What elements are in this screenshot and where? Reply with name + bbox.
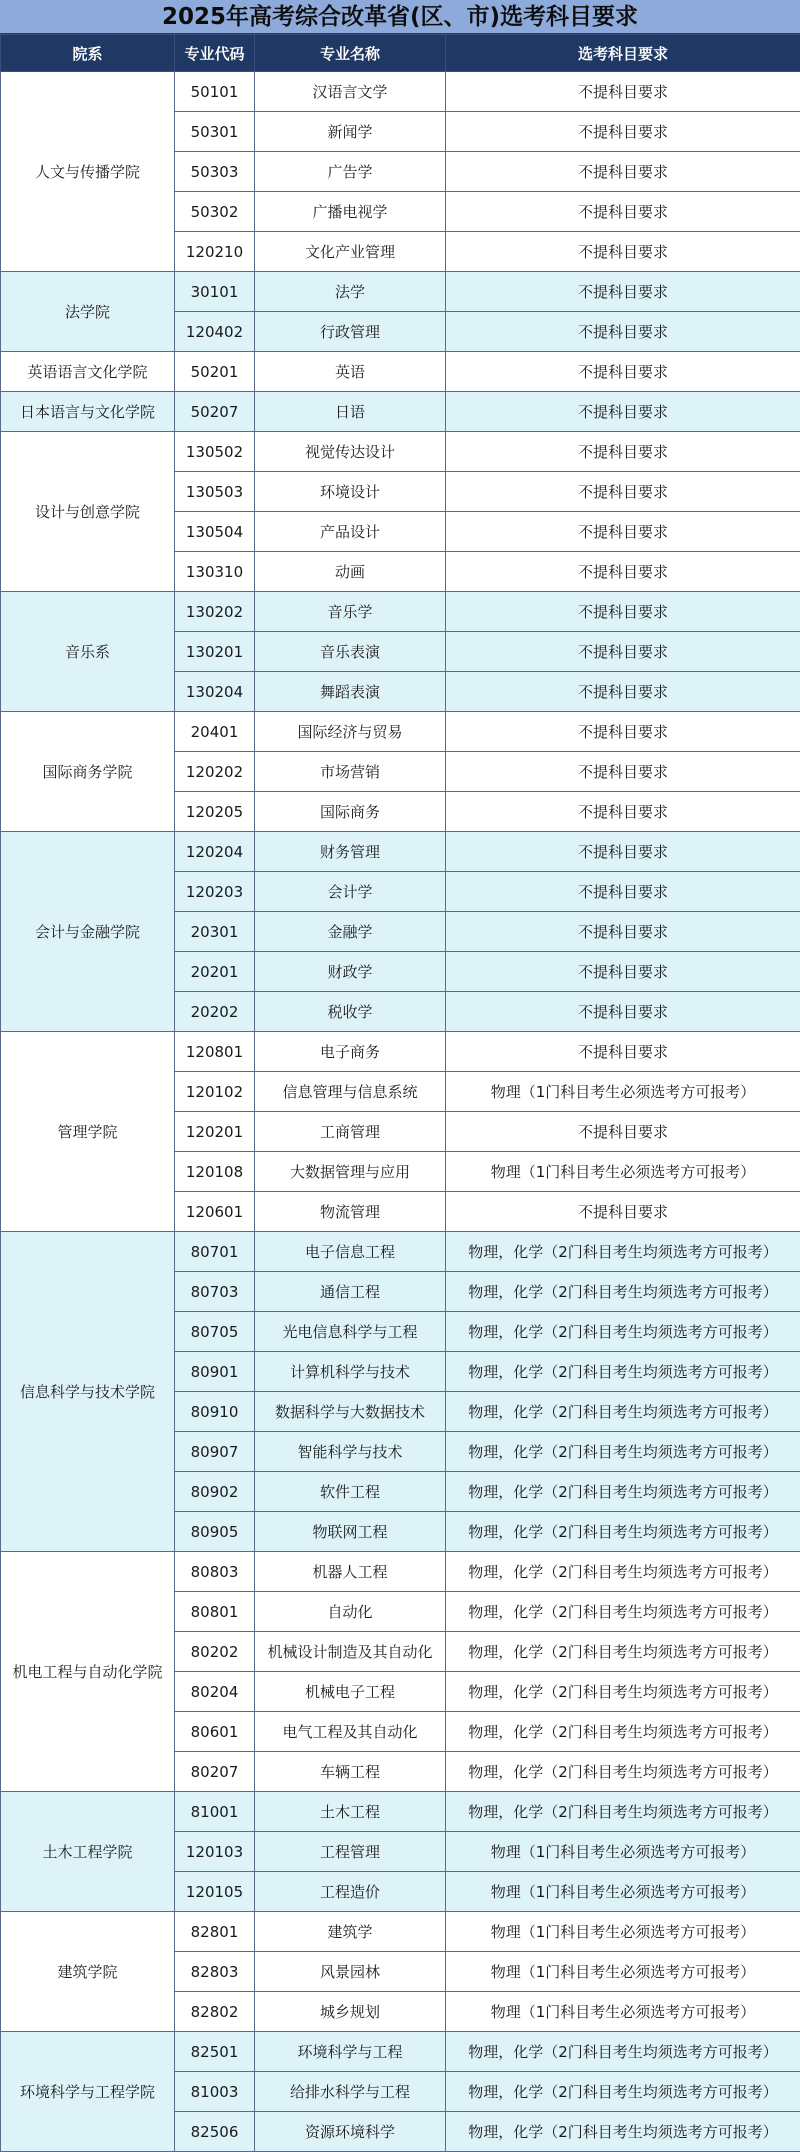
code-cell: 120801 [175, 1032, 255, 1072]
dept-cell: 设计与创意学院 [1, 432, 175, 592]
dept-cell: 信息科学与技术学院 [1, 1232, 175, 1552]
table-row [1, 272, 800, 312]
requirement-cell: 不提科目要求 [446, 752, 800, 792]
code-cell: 130202 [175, 592, 255, 632]
requirement-cell: 物理（1门科目考生必须选考方可报考） [446, 1152, 800, 1192]
requirement-cell: 不提科目要求 [446, 592, 800, 632]
header-requirement: 选考科目要求 [446, 35, 800, 72]
major-cell: 机器人工程 [255, 1552, 446, 1592]
dept-cell: 土木工程学院 [1, 1792, 175, 1912]
table-title: 2025年高考综合改革省(区、市)选考科目要求 [0, 0, 800, 34]
major-cell: 给排水科学与工程 [255, 2072, 446, 2112]
table-row [1, 352, 800, 392]
requirement-cell: 不提科目要求 [446, 1192, 800, 1232]
code-cell: 80701 [175, 1232, 255, 1272]
dept-cell: 建筑学院 [1, 1912, 175, 2032]
table-row [1, 432, 800, 472]
dept-cell: 机电工程与自动化学院 [1, 1552, 175, 1792]
requirement-cell: 不提科目要求 [446, 872, 800, 912]
code-cell: 80703 [175, 1272, 255, 1312]
header-row [1, 35, 800, 72]
code-cell: 80207 [175, 1752, 255, 1792]
requirement-cell: 物理，化学（2门科目考生均须选考方可报考） [446, 1312, 800, 1352]
requirement-cell: 不提科目要求 [446, 392, 800, 432]
major-cell: 国际商务 [255, 792, 446, 832]
major-cell: 机械电子工程 [255, 1672, 446, 1712]
table-row [1, 1792, 800, 1832]
code-cell: 82801 [175, 1912, 255, 1952]
code-cell: 81001 [175, 1792, 255, 1832]
requirement-cell: 不提科目要求 [446, 512, 800, 552]
requirement-cell: 物理（1门科目考生必须选考方可报考） [446, 1872, 800, 1912]
table-row [1, 1552, 800, 1592]
requirement-cell: 不提科目要求 [446, 232, 800, 272]
major-cell: 物流管理 [255, 1192, 446, 1232]
major-cell: 音乐表演 [255, 632, 446, 672]
requirement-cell: 物理，化学（2门科目考生均须选考方可报考） [446, 1712, 800, 1752]
requirement-cell: 物理（1门科目考生必须选考方可报考） [446, 1832, 800, 1872]
dept-cell: 法学院 [1, 272, 175, 352]
code-cell: 50201 [175, 352, 255, 392]
code-cell: 120402 [175, 312, 255, 352]
major-cell: 工商管理 [255, 1112, 446, 1152]
major-cell: 智能科学与技术 [255, 1432, 446, 1472]
major-cell: 金融学 [255, 912, 446, 952]
requirement-cell: 物理，化学（2门科目考生均须选考方可报考） [446, 1352, 800, 1392]
major-cell: 风景园林 [255, 1952, 446, 1992]
requirement-cell: 物理（1门科目考生必须选考方可报考） [446, 1952, 800, 1992]
dept-cell: 国际商务学院 [1, 712, 175, 832]
code-cell: 80801 [175, 1592, 255, 1632]
header-major: 专业名称 [255, 35, 446, 72]
requirement-cell: 物理，化学（2门科目考生均须选考方可报考） [446, 1392, 800, 1432]
major-cell: 文化产业管理 [255, 232, 446, 272]
code-cell: 120105 [175, 1872, 255, 1912]
code-cell: 50303 [175, 152, 255, 192]
table-row [1, 832, 800, 872]
table-body [1, 72, 800, 2152]
code-cell: 80705 [175, 1312, 255, 1352]
major-cell: 机械设计制造及其自动化 [255, 1632, 446, 1672]
requirement-cell: 物理（1门科目考生必须选考方可报考） [446, 1992, 800, 2032]
requirement-cell: 物理，化学（2门科目考生均须选考方可报考） [446, 1592, 800, 1632]
code-cell: 81003 [175, 2072, 255, 2112]
dept-cell: 日本语言与文化学院 [1, 392, 175, 432]
table-row [1, 1232, 800, 1272]
requirement-cell: 不提科目要求 [446, 312, 800, 352]
code-cell: 82802 [175, 1992, 255, 2032]
table-row [1, 392, 800, 432]
requirement-cell: 不提科目要求 [446, 672, 800, 712]
requirement-cell: 不提科目要求 [446, 552, 800, 592]
major-cell: 视觉传达设计 [255, 432, 446, 472]
major-cell: 环境设计 [255, 472, 446, 512]
major-cell: 数据科学与大数据技术 [255, 1392, 446, 1432]
requirement-cell: 物理，化学（2门科目考生均须选考方可报考） [446, 1272, 800, 1312]
major-cell: 新闻学 [255, 112, 446, 152]
major-cell: 电气工程及其自动化 [255, 1712, 446, 1752]
code-cell: 130502 [175, 432, 255, 472]
major-cell: 建筑学 [255, 1912, 446, 1952]
code-cell: 80803 [175, 1552, 255, 1592]
major-cell: 日语 [255, 392, 446, 432]
requirement-cell: 不提科目要求 [446, 632, 800, 672]
major-cell: 财政学 [255, 952, 446, 992]
code-cell: 80202 [175, 1632, 255, 1672]
table-row [1, 72, 800, 112]
major-cell: 城乡规划 [255, 1992, 446, 2032]
requirement-cell: 物理，化学（2门科目考生均须选考方可报考） [446, 1672, 800, 1712]
table-row [1, 1912, 800, 1952]
requirement-cell: 物理，化学（2门科目考生均须选考方可报考） [446, 1232, 800, 1272]
code-cell: 50207 [175, 392, 255, 432]
code-cell: 130201 [175, 632, 255, 672]
requirement-cell: 物理，化学（2门科目考生均须选考方可报考） [446, 2032, 800, 2072]
major-cell: 财务管理 [255, 832, 446, 872]
major-cell: 计算机科学与技术 [255, 1352, 446, 1392]
requirement-cell: 物理，化学（2门科目考生均须选考方可报考） [446, 1792, 800, 1832]
code-cell: 80204 [175, 1672, 255, 1712]
requirement-cell: 不提科目要求 [446, 992, 800, 1032]
major-cell: 自动化 [255, 1592, 446, 1632]
major-cell: 市场营销 [255, 752, 446, 792]
major-cell: 电子信息工程 [255, 1232, 446, 1272]
major-cell: 通信工程 [255, 1272, 446, 1312]
major-cell: 法学 [255, 272, 446, 312]
major-cell: 国际经济与贸易 [255, 712, 446, 752]
requirement-cell: 不提科目要求 [446, 952, 800, 992]
requirement-cell: 不提科目要求 [446, 352, 800, 392]
dept-cell: 环境科学与工程学院 [1, 2032, 175, 2152]
requirement-cell: 物理，化学（2门科目考生均须选考方可报考） [446, 1432, 800, 1472]
code-cell: 120202 [175, 752, 255, 792]
requirement-cell: 物理，化学（2门科目考生均须选考方可报考） [446, 1512, 800, 1552]
major-cell: 车辆工程 [255, 1752, 446, 1792]
major-cell: 大数据管理与应用 [255, 1152, 446, 1192]
requirement-cell: 不提科目要求 [446, 112, 800, 152]
code-cell: 120203 [175, 872, 255, 912]
major-cell: 工程管理 [255, 1832, 446, 1872]
major-cell: 行政管理 [255, 312, 446, 352]
dept-cell: 管理学院 [1, 1032, 175, 1232]
table-row [1, 712, 800, 752]
table-row [1, 2032, 800, 2072]
code-cell: 30101 [175, 272, 255, 312]
major-cell: 舞蹈表演 [255, 672, 446, 712]
header-dept: 院系 [1, 35, 175, 72]
table-row [1, 1032, 800, 1072]
table-row [1, 592, 800, 632]
header-code: 专业代码 [175, 35, 255, 72]
requirement-cell: 不提科目要求 [446, 152, 800, 192]
code-cell: 120103 [175, 1832, 255, 1872]
code-cell: 130310 [175, 552, 255, 592]
code-cell: 120108 [175, 1152, 255, 1192]
requirement-cell: 不提科目要求 [446, 192, 800, 232]
code-cell: 82506 [175, 2112, 255, 2152]
code-cell: 20401 [175, 712, 255, 752]
code-cell: 82501 [175, 2032, 255, 2072]
major-cell: 软件工程 [255, 1472, 446, 1512]
major-cell: 广告学 [255, 152, 446, 192]
major-cell: 动画 [255, 552, 446, 592]
code-cell: 82803 [175, 1952, 255, 1992]
dept-cell: 音乐系 [1, 592, 175, 712]
requirement-cell: 物理，化学（2门科目考生均须选考方可报考） [446, 2112, 800, 2152]
major-cell: 汉语言文学 [255, 72, 446, 112]
requirement-cell: 物理，化学（2门科目考生均须选考方可报考） [446, 2072, 800, 2112]
code-cell: 120205 [175, 792, 255, 832]
major-cell: 音乐学 [255, 592, 446, 632]
requirement-cell: 不提科目要求 [446, 272, 800, 312]
requirement-cell: 物理，化学（2门科目考生均须选考方可报考） [446, 1472, 800, 1512]
major-cell: 电子商务 [255, 1032, 446, 1072]
major-cell: 产品设计 [255, 512, 446, 552]
requirement-cell: 不提科目要求 [446, 912, 800, 952]
code-cell: 50101 [175, 72, 255, 112]
requirement-cell: 物理，化学（2门科目考生均须选考方可报考） [446, 1752, 800, 1792]
code-cell: 80905 [175, 1512, 255, 1552]
code-cell: 130503 [175, 472, 255, 512]
requirement-cell: 物理（1门科目考生必须选考方可报考） [446, 1912, 800, 1952]
major-cell: 光电信息科学与工程 [255, 1312, 446, 1352]
code-cell: 130204 [175, 672, 255, 712]
requirement-cell: 物理（1门科目考生必须选考方可报考） [446, 1072, 800, 1112]
requirement-cell: 不提科目要求 [446, 1032, 800, 1072]
major-cell: 广播电视学 [255, 192, 446, 232]
requirement-cell: 不提科目要求 [446, 1112, 800, 1152]
requirement-cell: 不提科目要求 [446, 792, 800, 832]
code-cell: 80901 [175, 1352, 255, 1392]
code-cell: 120201 [175, 1112, 255, 1152]
code-cell: 80907 [175, 1432, 255, 1472]
requirement-cell: 物理，化学（2门科目考生均须选考方可报考） [446, 1632, 800, 1672]
code-cell: 120210 [175, 232, 255, 272]
major-cell: 环境科学与工程 [255, 2032, 446, 2072]
code-cell: 120102 [175, 1072, 255, 1112]
dept-cell: 会计与金融学院 [1, 832, 175, 1032]
major-cell: 税收学 [255, 992, 446, 1032]
requirement-cell: 不提科目要求 [446, 432, 800, 472]
requirement-cell: 不提科目要求 [446, 712, 800, 752]
major-cell: 资源环境科学 [255, 2112, 446, 2152]
code-cell: 20201 [175, 952, 255, 992]
code-cell: 20301 [175, 912, 255, 952]
code-cell: 80910 [175, 1392, 255, 1432]
major-cell: 工程造价 [255, 1872, 446, 1912]
code-cell: 50302 [175, 192, 255, 232]
code-cell: 80601 [175, 1712, 255, 1752]
code-cell: 80902 [175, 1472, 255, 1512]
major-cell: 土木工程 [255, 1792, 446, 1832]
code-cell: 120204 [175, 832, 255, 872]
requirement-cell: 不提科目要求 [446, 72, 800, 112]
code-cell: 50301 [175, 112, 255, 152]
requirement-cell: 不提科目要求 [446, 472, 800, 512]
code-cell: 130504 [175, 512, 255, 552]
major-cell: 物联网工程 [255, 1512, 446, 1552]
major-cell: 会计学 [255, 872, 446, 912]
dept-cell: 英语语言文化学院 [1, 352, 175, 392]
major-cell: 英语 [255, 352, 446, 392]
dept-cell: 人文与传播学院 [1, 72, 175, 272]
code-cell: 120601 [175, 1192, 255, 1232]
code-cell: 20202 [175, 992, 255, 1032]
major-cell: 信息管理与信息系统 [255, 1072, 446, 1112]
requirements-table [0, 34, 800, 2152]
requirement-cell: 不提科目要求 [446, 832, 800, 872]
requirement-cell: 物理，化学（2门科目考生均须选考方可报考） [446, 1552, 800, 1592]
